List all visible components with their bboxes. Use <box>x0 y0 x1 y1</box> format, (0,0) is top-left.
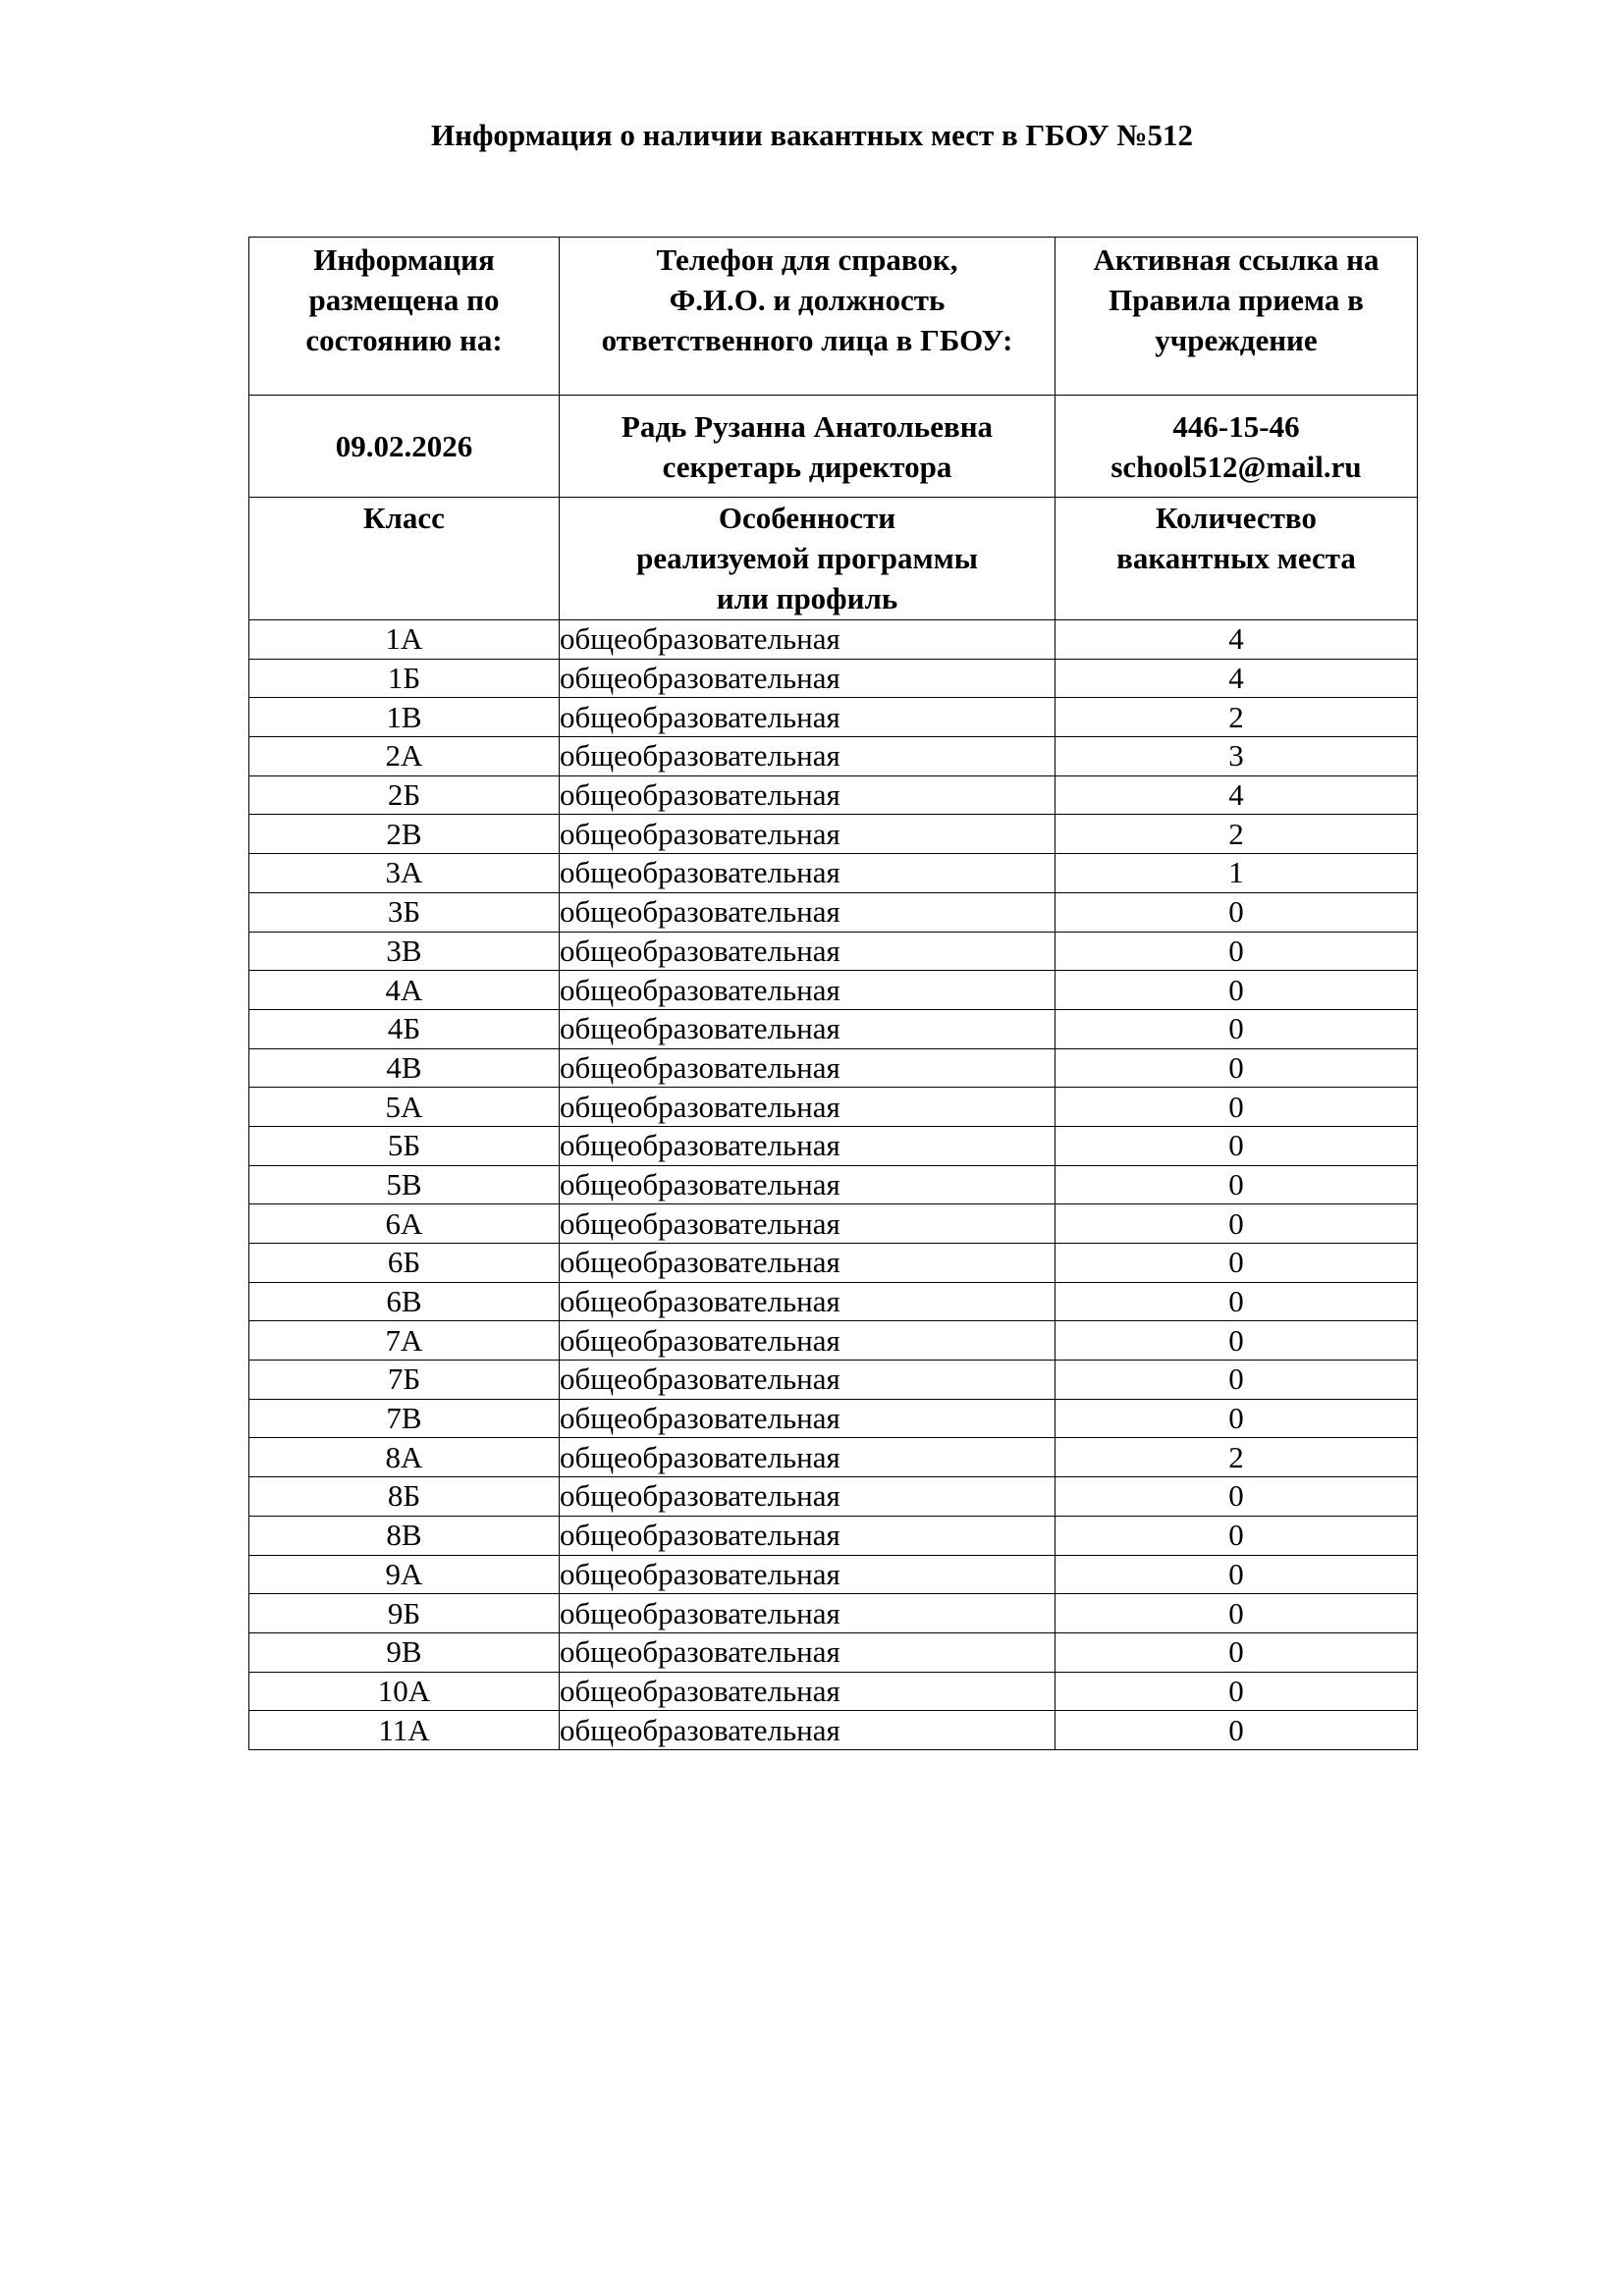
class-cell: 9А <box>249 1555 560 1594</box>
table-row <box>249 737 1418 776</box>
program-cell: общеобразовательная <box>560 1516 1056 1555</box>
vacancy-count-cell: 3 <box>1056 737 1418 776</box>
class-cell: 2А <box>249 737 560 776</box>
table-row <box>249 775 1418 815</box>
vacancy-count-cell: 1 <box>1056 854 1418 893</box>
vacancy-count-cell: 0 <box>1056 1555 1418 1594</box>
class-cell: 6Б <box>249 1244 560 1283</box>
class-cell: 6В <box>249 1282 560 1321</box>
program-cell: общеобразовательная <box>560 737 1056 776</box>
vacancy-count-cell: 0 <box>1056 1399 1418 1438</box>
program-cell: общеобразовательная <box>560 1672 1056 1711</box>
info-email-link[interactable]: school512@mail.ru <box>1110 449 1362 484</box>
table-row <box>249 1438 1418 1477</box>
vacancy-count-cell: 0 <box>1056 1711 1418 1750</box>
info-person <box>560 396 1056 498</box>
header-date-line-1: Информация <box>313 242 495 277</box>
info-row <box>249 396 1418 498</box>
class-cell: 5Б <box>249 1126 560 1165</box>
program-cell: общеобразовательная <box>560 1361 1056 1400</box>
info-contact <box>1056 396 1418 498</box>
header-rules-line-1: Активная ссылка на <box>1093 242 1380 277</box>
class-cell: 2В <box>249 815 560 854</box>
vacancy-count-cell: 0 <box>1056 1361 1418 1400</box>
table-row <box>249 815 1418 854</box>
table-row <box>249 620 1418 660</box>
header-contact-line-2: Ф.И.О. и должность <box>669 283 946 317</box>
vacancy-count-cell: 0 <box>1056 1244 1418 1283</box>
table-row <box>249 892 1418 932</box>
column-program-line-1: Особенности <box>718 501 896 535</box>
class-cell: 8А <box>249 1438 560 1477</box>
program-cell: общеобразовательная <box>560 971 1056 1010</box>
class-cell: 1В <box>249 698 560 737</box>
class-cell: 5А <box>249 1088 560 1127</box>
vacancy-count-cell: 0 <box>1056 1672 1418 1711</box>
info-person-position: секретарь директора <box>662 449 952 484</box>
vacancies-table <box>248 237 1418 1750</box>
class-cell: 3В <box>249 932 560 971</box>
vacancy-count-cell: 0 <box>1056 971 1418 1010</box>
program-cell: общеобразовательная <box>560 1711 1056 1750</box>
class-cell: 4В <box>249 1048 560 1088</box>
table-row <box>249 1165 1418 1204</box>
class-cell: 3А <box>249 854 560 893</box>
vacancy-count-cell: 0 <box>1056 1165 1418 1204</box>
table-row <box>249 698 1418 737</box>
info-person-name: Радь Рузанна Анатольевна <box>621 408 994 444</box>
column-count-line-1: Количество <box>1156 501 1317 535</box>
vacancy-count-cell: 0 <box>1056 1088 1418 1127</box>
info-phone: 446-15-46 <box>1172 408 1300 444</box>
program-cell: общеобразовательная <box>560 1088 1056 1127</box>
vacancy-count-cell: 0 <box>1056 1126 1418 1165</box>
column-header-count <box>1056 498 1418 620</box>
program-cell: общеобразовательная <box>560 1282 1056 1321</box>
table-row <box>249 1632 1418 1672</box>
program-cell: общеобразовательная <box>560 1048 1056 1088</box>
vacancy-count-cell: 2 <box>1056 815 1418 854</box>
program-cell: общеобразовательная <box>560 1165 1056 1204</box>
program-cell: общеобразовательная <box>560 1321 1056 1361</box>
table-body <box>249 238 1418 1750</box>
program-cell: общеобразовательная <box>560 854 1056 893</box>
vacancy-count-cell: 0 <box>1056 1009 1418 1048</box>
table-row <box>249 932 1418 971</box>
column-header-program <box>560 498 1056 620</box>
header-contact-line-1: Телефон для справок, <box>656 242 958 277</box>
vacancy-count-cell: 0 <box>1056 1516 1418 1555</box>
table-row <box>249 1088 1418 1127</box>
vacancy-count-cell: 0 <box>1056 1594 1418 1633</box>
table-row <box>249 1048 1418 1088</box>
program-cell: общеобразовательная <box>560 1438 1056 1477</box>
column-header-class <box>249 498 560 620</box>
header-date-line-3: состоянию на: <box>305 323 503 357</box>
table-row <box>249 1244 1418 1283</box>
class-cell: 8В <box>249 1516 560 1555</box>
class-cell: 1Б <box>249 659 560 698</box>
header-date-info <box>249 238 560 396</box>
table-row <box>249 1555 1418 1594</box>
document-title: Информация о наличии вакантных мест в ГБОУ №512 <box>431 118 1193 152</box>
program-cell: общеобразовательная <box>560 1204 1056 1244</box>
header-rules-link <box>1056 238 1418 396</box>
table-row <box>249 1009 1418 1048</box>
vacancy-count-cell: 0 <box>1056 1282 1418 1321</box>
vacancy-count-cell: 0 <box>1056 892 1418 932</box>
program-cell: общеобразовательная <box>560 1399 1056 1438</box>
header-rules-line-2: Правила приема в <box>1109 283 1364 317</box>
vacancy-count-cell: 0 <box>1056 1048 1418 1088</box>
table-row <box>249 1477 1418 1517</box>
class-cell: 2Б <box>249 775 560 815</box>
vacancy-count-cell: 0 <box>1056 1321 1418 1361</box>
info-date: 09.02.2026 <box>249 396 560 498</box>
class-cell: 11А <box>249 1711 560 1750</box>
class-cell: 9В <box>249 1632 560 1672</box>
class-cell: 8Б <box>249 1477 560 1517</box>
class-cell: 3Б <box>249 892 560 932</box>
class-cell: 10А <box>249 1672 560 1711</box>
program-cell: общеобразовательная <box>560 698 1056 737</box>
program-cell: общеобразовательная <box>560 775 1056 815</box>
table-row <box>249 1594 1418 1633</box>
table-row <box>249 1672 1418 1711</box>
header-rules-line-3: учреждение <box>1155 323 1318 357</box>
header-row <box>249 238 1418 396</box>
table-row <box>249 971 1418 1010</box>
table-row <box>249 1516 1418 1555</box>
table-row <box>249 1126 1418 1165</box>
program-cell: общеобразовательная <box>560 620 1056 660</box>
table-row <box>249 1361 1418 1400</box>
table-row <box>249 1399 1418 1438</box>
class-cell: 5В <box>249 1165 560 1204</box>
header-contact-person <box>560 238 1056 396</box>
header-date-line-2: размещена по <box>308 283 500 317</box>
program-cell: общеобразовательная <box>560 1126 1056 1165</box>
program-cell: общеобразовательная <box>560 932 1056 971</box>
vacancy-count-cell: 0 <box>1056 1477 1418 1517</box>
vacancy-count-cell: 2 <box>1056 698 1418 737</box>
class-cell: 9Б <box>249 1594 560 1633</box>
class-cell: 7В <box>249 1399 560 1438</box>
header-contact-line-3: ответственного лица в ГБОУ: <box>601 323 1013 357</box>
table-row <box>249 1321 1418 1361</box>
table-row <box>249 1204 1418 1244</box>
program-cell: общеобразовательная <box>560 659 1056 698</box>
class-cell: 7А <box>249 1321 560 1361</box>
column-class-line-1: Класс <box>363 501 445 535</box>
vacancy-count-cell: 0 <box>1056 932 1418 971</box>
vacancy-count-cell: 2 <box>1056 1438 1418 1477</box>
class-cell: 4Б <box>249 1009 560 1048</box>
program-cell: общеобразовательная <box>560 815 1056 854</box>
class-cell: 1А <box>249 620 560 660</box>
vacancy-count-cell: 4 <box>1056 775 1418 815</box>
column-count-line-2: вакантных места <box>1116 541 1356 575</box>
program-cell: общеобразовательная <box>560 1555 1056 1594</box>
vacancy-count-cell: 4 <box>1056 659 1418 698</box>
table-row <box>249 1711 1418 1750</box>
vacancy-count-cell: 0 <box>1056 1204 1418 1244</box>
program-cell: общеобразовательная <box>560 892 1056 932</box>
class-cell: 6А <box>249 1204 560 1244</box>
table-row <box>249 1282 1418 1321</box>
column-program-line-3: или профиль <box>716 581 898 615</box>
vacancy-count-cell: 4 <box>1056 620 1418 660</box>
class-cell: 4А <box>249 971 560 1010</box>
class-cell: 7Б <box>249 1361 560 1400</box>
program-cell: общеобразовательная <box>560 1632 1056 1672</box>
program-cell: общеобразовательная <box>560 1594 1056 1633</box>
program-cell: общеобразовательная <box>560 1244 1056 1283</box>
table-row <box>249 854 1418 893</box>
column-program-line-2: реализуемой программы <box>636 541 978 575</box>
program-cell: общеобразовательная <box>560 1009 1056 1048</box>
vacancy-count-cell: 0 <box>1056 1632 1418 1672</box>
program-cell: общеобразовательная <box>560 1477 1056 1517</box>
columns-header-row <box>249 498 1418 620</box>
table-row <box>249 659 1418 698</box>
